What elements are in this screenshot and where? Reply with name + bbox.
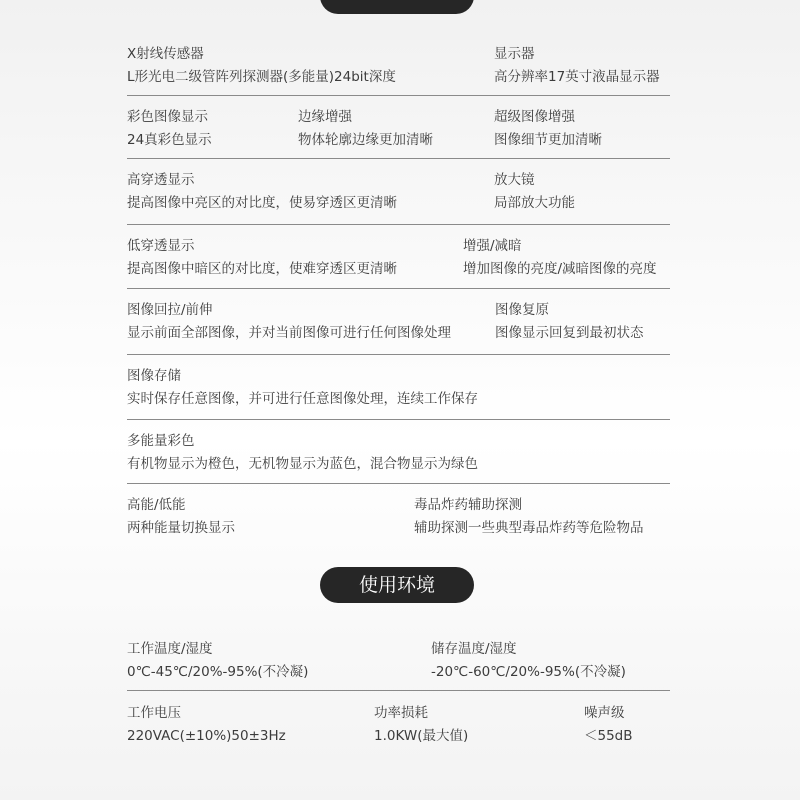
env-item-power-consumption (374, 704, 468, 745)
spec-title: 显示器 (494, 46, 535, 62)
env-item-voltage (127, 704, 286, 745)
spec-title: 增强/减暗 (463, 238, 522, 254)
spec-item-display (494, 45, 660, 86)
spec-item-multi-energy-color (127, 432, 478, 473)
divider (127, 483, 670, 484)
spec-desc: 辅助探测一些典型毒品炸药等危险物品 (414, 520, 644, 536)
spec-desc: 显示前面全部图像，并对当前图像可进行任何图像处理 (127, 325, 451, 341)
spec-item-magnifier (494, 171, 575, 212)
spec-desc: 1.0KW(最大值) (374, 728, 469, 744)
spec-desc: 0℃-45℃/20%-95%(不冷凝) (127, 664, 309, 680)
spec-title: 毒品炸药辅助探测 (414, 497, 522, 513)
spec-item-high-low-energy (127, 496, 235, 537)
spec-title: 高穿透显示 (127, 172, 195, 188)
spec-title: 储存温度/湿度 (431, 641, 517, 657)
section-header-environment: 使用环境 (320, 567, 474, 603)
env-item-storage-temp (431, 640, 626, 681)
spec-desc: 提高图像中亮区的对比度，使易穿透区更清晰 (127, 195, 397, 211)
spec-desc: 实时保存任意图像，并可进行任意图像处理，连续工作保存 (127, 391, 478, 407)
spec-title: 图像复原 (495, 302, 549, 318)
env-item-noise-level (584, 704, 633, 745)
spec-desc: 图像细节更加清晰 (494, 132, 602, 148)
divider (127, 224, 670, 225)
env-item-operating-temp (127, 640, 308, 681)
spec-title: 多能量彩色 (127, 433, 195, 449)
spec-desc: 220VAC(±10%)50±3Hz (127, 728, 286, 744)
spec-item-image-restore (495, 301, 644, 342)
spec-item-color-display (127, 108, 212, 149)
spec-title: 图像存储 (127, 368, 181, 384)
spec-title: X射线传感器 (127, 46, 204, 62)
spec-desc: 高分辨率17英寸液晶显示器 (494, 69, 660, 85)
spec-desc: 物体轮廓边缘更加清晰 (298, 132, 433, 148)
spec-desc: 24真彩色显示 (127, 132, 212, 148)
spec-title: 超级图像增强 (494, 109, 575, 125)
spec-item-brightness (463, 237, 657, 278)
divider (127, 288, 670, 289)
spec-desc: 局部放大功能 (494, 195, 575, 211)
spec-item-image-storage (127, 367, 478, 408)
divider (127, 354, 670, 355)
spec-item-image-review (127, 301, 451, 342)
spec-title: 彩色图像显示 (127, 109, 208, 125)
spec-item-drug-explosive-detection (414, 496, 644, 537)
spec-item-super-enhance (494, 108, 602, 149)
spec-title: 工作电压 (127, 705, 181, 721)
section-header-top (320, 0, 474, 14)
divider (127, 690, 670, 691)
spec-desc: L形光电二级管阵列探测器(多能量)24bit深度 (127, 69, 396, 85)
spec-title: 噪声级 (584, 705, 625, 721)
spec-title: 图像回拉/前伸 (127, 302, 213, 318)
spec-desc: 两种能量切换显示 (127, 520, 235, 536)
spec-title: 边缘增强 (298, 109, 352, 125)
spec-title: 工作温度/湿度 (127, 641, 213, 657)
divider (127, 95, 670, 96)
divider (127, 158, 670, 159)
spec-item-high-penetration (127, 171, 397, 212)
spec-item-xray-sensor (127, 45, 396, 86)
spec-title: 功率损耗 (374, 705, 428, 721)
spec-desc: 图像显示回复到最初状态 (495, 325, 644, 341)
spec-desc: ＜55dB (584, 728, 633, 744)
divider (127, 419, 670, 420)
spec-title: 低穿透显示 (127, 238, 195, 254)
spec-item-edge-enhance (298, 108, 433, 149)
spec-desc: -20℃-60℃/20%-95%(不冷凝) (431, 664, 626, 680)
spec-desc: 有机物显示为橙色，无机物显示为蓝色，混合物显示为绿色 (127, 456, 478, 472)
spec-item-low-penetration (127, 237, 397, 278)
spec-title: 高能/低能 (127, 497, 186, 513)
spec-desc: 提高图像中暗区的对比度，使难穿透区更清晰 (127, 261, 397, 277)
spec-desc: 增加图像的亮度/减暗图像的亮度 (463, 261, 657, 277)
spec-title: 放大镜 (494, 172, 535, 188)
